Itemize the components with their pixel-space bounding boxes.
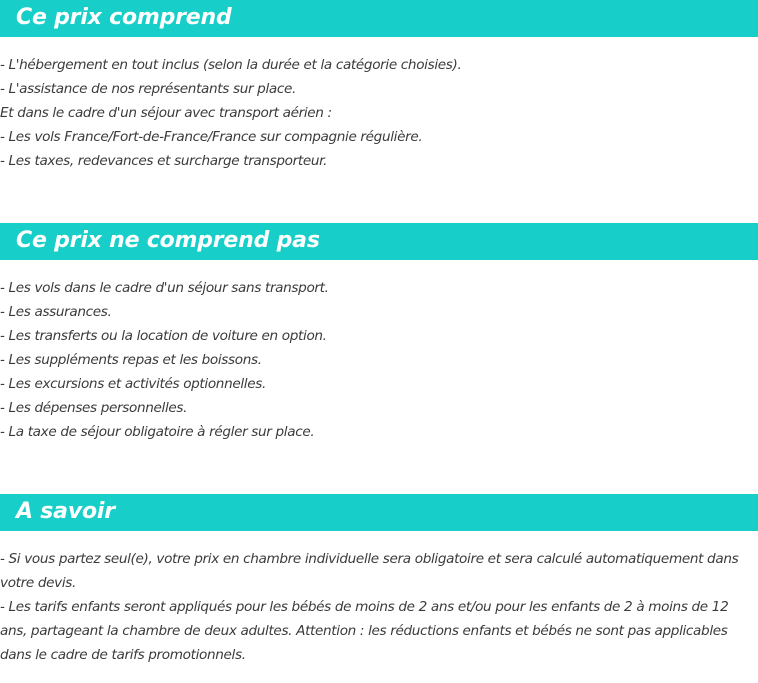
list-item: - Les excursions et activités optionnelles. — [0, 376, 266, 392]
list-item: - Les assurances. — [0, 304, 112, 320]
list-item: - Les vols France/Fort-de-France/France sur compagnie régulière. — [0, 129, 423, 145]
excludes-list — [0, 276, 758, 444]
list-item: - L'hébergement en tout inclus (selon la durée et la catégorie choisies). — [0, 57, 462, 73]
section-price-includes — [0, 0, 758, 173]
list-item: - Les transferts ou la location de voiture en option. — [0, 328, 327, 344]
section-title: A savoir — [16, 499, 115, 524]
list-item: - Les dépenses personnelles. — [0, 400, 188, 416]
section-header-good-to-know — [0, 494, 758, 531]
section-good-to-know — [0, 494, 758, 667]
list-item: - Les suppléments repas et les boissons. — [0, 352, 262, 368]
good-to-know-body — [0, 547, 758, 667]
info-paragraph: - Si vous partez seul(e), votre prix en chambre individuelle sera obligatoire et sera calculé automatiquement dans votre devis. — [0, 551, 739, 591]
section-title: Ce prix comprend — [16, 5, 232, 30]
section-header-price-includes — [0, 0, 758, 37]
list-item: - L'assistance de nos représentants sur place. — [0, 81, 296, 97]
section-price-excludes — [0, 223, 758, 444]
includes-list — [0, 53, 758, 173]
section-title: Ce prix ne comprend pas — [16, 228, 320, 253]
list-item: - La taxe de séjour obligatoire à régler sur place. — [0, 424, 315, 440]
info-paragraph: - Les tarifs enfants seront appliqués pour les bébés de moins de 2 ans et/ou pour les enfants de 2 à moins de 12 ans, partageant la chambre de deux adultes. Attention : les réductions enfants et bébés ne sont pas applicables dans le cadre de tarifs promotionnels. — [0, 599, 729, 663]
section-header-price-excludes — [0, 223, 758, 260]
list-item: - Les taxes, redevances et surcharge transporteur. — [0, 153, 328, 169]
list-item: Et dans le cadre d'un séjour avec transport aérien : — [0, 105, 332, 121]
list-item: - Les vols dans le cadre d'un séjour sans transport. — [0, 280, 329, 296]
